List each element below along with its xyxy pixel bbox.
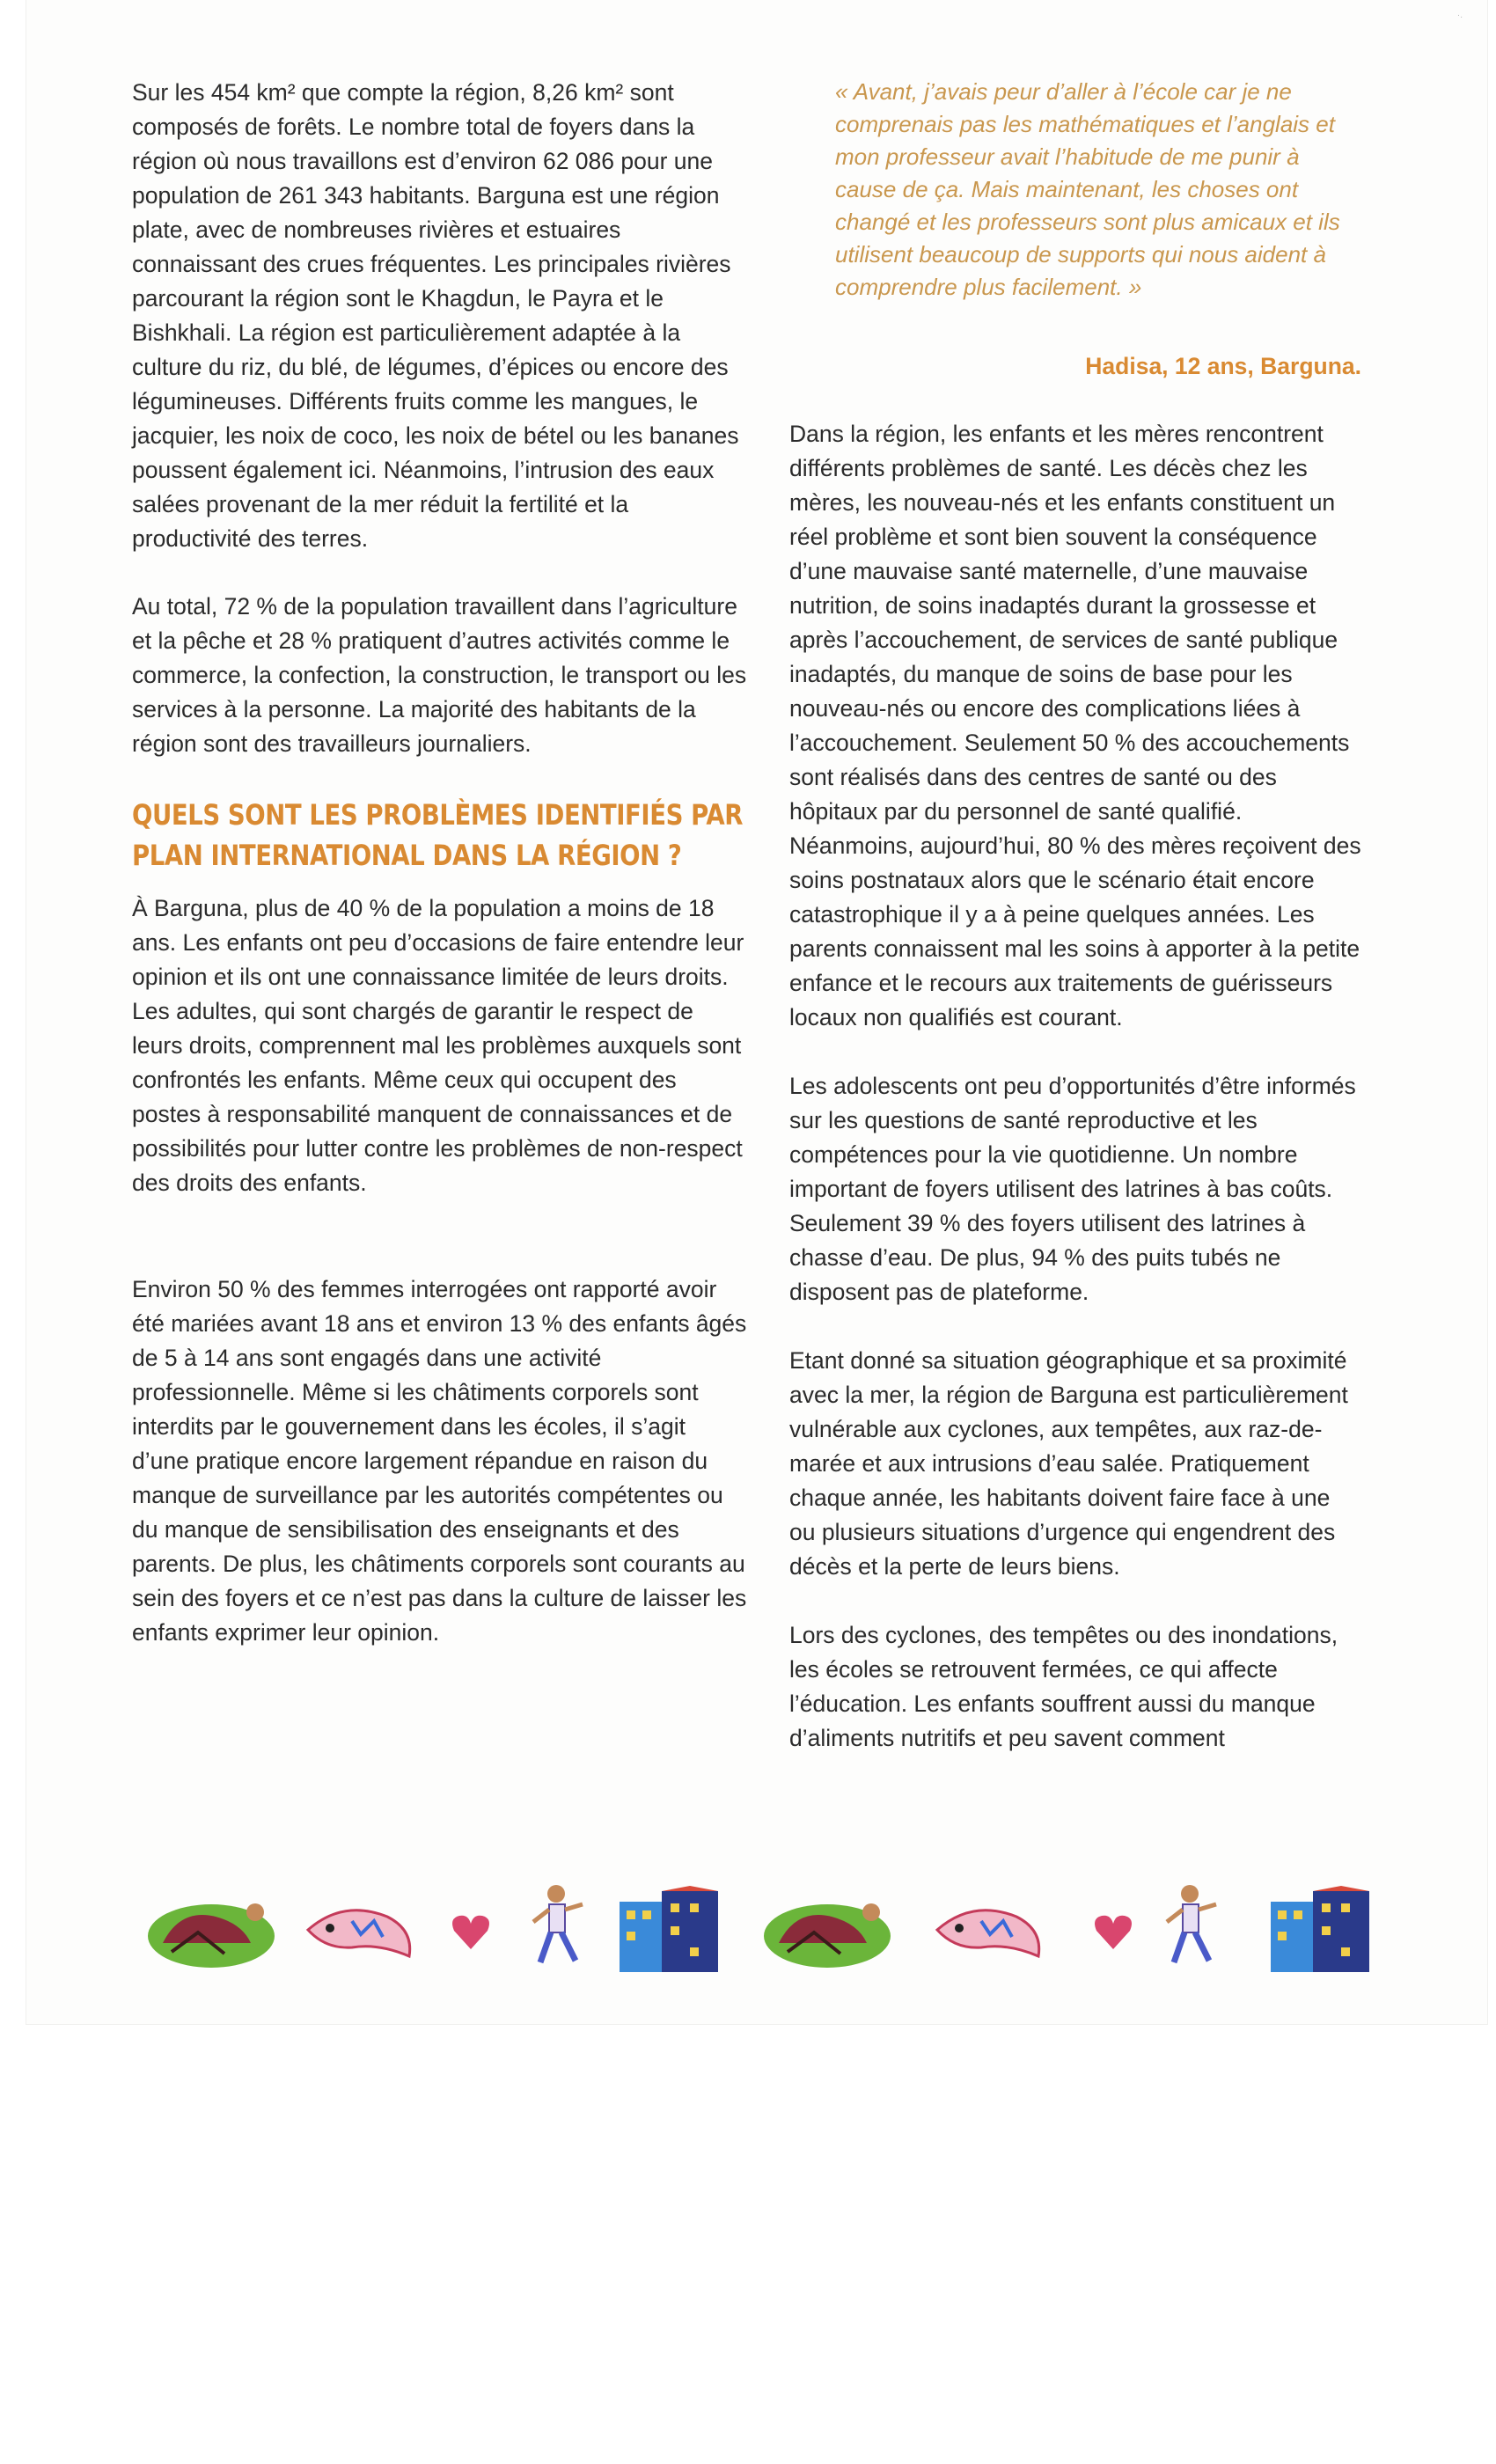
paragraph-marriage-punishment: Environ 50 % des femmes interrogées ont rapporté avoir été mariées avant 18 ans et environ 13 % des enfants âgés de 5 à 14 ans sont engagés dans une activité professionnelle. Même si les châtiments corporels sont interdits par le gouvernement dans les écoles, il s’agit d’une pratique encore largement répandue en raison du manque de surveillance par les autorités compétentes ou du manque de sensibilisation des enseignants et des parents. De plus, les châtiments corporels sont courants au sein des foyers et ce n’est pas dans la culture de laisser les enfants exprimer leur opinion. bbox=[132, 1276, 747, 1646]
paragraph-population-work: Au total, 72 % de la population travaillent dans l’agriculture et la pêche et 28 % pratiquent d’autres activités comme le commerce, la confection, la construction, le transport ou les services à la personne. La majorité des habitants de la région sont des travailleurs journaliers. bbox=[132, 593, 747, 757]
heart-drawing bbox=[449, 1910, 493, 1954]
buildings-drawing bbox=[1267, 1886, 1373, 1974]
scan-mark: ·. bbox=[1456, 11, 1463, 20]
running-child-drawing bbox=[1162, 1881, 1223, 1974]
paragraph-health: Dans la région, les enfants et les mères rencontrent différents problèmes de santé. Les décès chez les mères, les nouveau-nés et les enfants constituent un réel problème et sont bien souvent la conséquence d’une mauvaise santé maternelle, d’une mauvaise nutrition, de soins inadaptés durant la grossesse et après l’accouchement, de services de santé publique inadaptés, du manque de soins de base pour les nouveau-nés ou encore des complications liées à l’accouchement. Seulement 50 % des accouchements sont réalisés dans des centres de santé ou des hôpitaux par du personnel de santé qualifié. Néanmoins, aujourd’hui, 80 % des mères reçoivent des soins postnataux alors que le scénario était encore catastrophique il y a à peine quelques années. Les parents connaissent mal les soins à apporter à la petite enfance et le recours aux traitements de guérisseurs locaux non qualifiés est courant. bbox=[789, 421, 1361, 1030]
left-column bbox=[132, 76, 748, 1683]
buildings-drawing bbox=[616, 1886, 722, 1974]
person-on-hill-drawing bbox=[761, 1890, 893, 1969]
text-cutoff-mask bbox=[789, 1808, 1361, 1844]
paragraph-adolescents: Les adolescents ont peu d’opportunités d’être informés sur les questions de santé reproductive et les compétences pour la vie quotidienne. Un nombre important de foyers utilisent des latrines à bas coûts. Seulement 39 % des foyers utilisent des latrines à chasse d’eau. De plus, 94 % des puits tubés ne disposent pas de plateforme. bbox=[789, 1073, 1356, 1305]
pull-quote: « Avant, j’avais peur d’aller à l’école car je ne comprenais pas les mathématiques et l’anglais et mon professeur avait l’habitude de me punir à cause de ça. Mais maintenant, les choses ont changé et les professeurs sont plus amicaux et ils utilisent beaucoup de supports qui nous aident à comprendre plus facilement. » bbox=[835, 78, 1340, 300]
right-column bbox=[789, 76, 1361, 1790]
heart-drawing bbox=[1091, 1910, 1135, 1954]
bird-drawing bbox=[928, 1895, 1052, 1969]
quote-author: Hadisa, 12 ans, Barguna. bbox=[1085, 353, 1361, 379]
paragraph-vulnerability: Etant donné sa situation géographique et sa proximité avec la mer, la région de Barguna est particulièrement vulnérable aux cyclones, aux tempêtes, aux raz-de-marée et aux intrusions d’eau salée. Pratiquement chaque année, les habitants doivent faire face à une ou plusieurs situations d’urgence qui engendrent des décès et la perte de leurs biens. bbox=[789, 1347, 1348, 1580]
paragraph-region-overview: Sur les 454 km² que compte la région, 8,26 km² sont composés de forêts. Le nombre total de foyers dans la région où nous travaillons est d’environ 62 086 pour une population de 261 343 habitants. Barguna est une région plate, avec de nombreuses rivières et estuaires connaissant des crues fréquentes. Les principales rivières parcourant la région sont le Khagdun, le Payra et le Bishkhali. La région est particulièrement adaptée à la culture du riz, du blé, de légumes, d’épices ou encore des légumineuses. Différents fruits comme les mangues, le jacquier, les noix de coco, les noix de bétel ou les bananes poussent également ici. Néanmoins, l’intrusion des eaux salées provenant de la mer réduit la fertilité et la productivité des terres. bbox=[132, 79, 739, 552]
paragraph-children-rights: À Barguna, plus de 40 % de la population a moins de 18 ans. Les enfants ont peu d’occasions de faire entendre leur opinion et ils ont une connaissance limitée de leurs droits. Les adultes, qui sont chargés de garantir le respect de leurs droits, comprennent mal les problèmes auxquels sont confrontés les enfants. Même ceux qui occupent des postes à responsabilité manquent de connaissances et de possibilités pour lutter contre les problèmes de non-respect des droits des enfants. bbox=[132, 895, 744, 1196]
children-drawings-strip bbox=[145, 1881, 1395, 1978]
person-on-hill-drawing bbox=[145, 1890, 277, 1969]
running-child-drawing bbox=[528, 1881, 590, 1974]
bird-drawing bbox=[299, 1895, 422, 1969]
paragraph-cyclones: Lors des cyclones, des tempêtes ou des inondations, les écoles se retrouvent fermées, ce qui affecte l’éducation. Les enfants souffrent aussi du manque d’aliments nutritifs et peu savent comment bbox=[789, 1622, 1338, 1751]
section-heading: QUELS SONT LES PROBLÈMES IDENTIFIÉS PAR PLAN INTERNATIONAL DANS LA RÉGION ? bbox=[132, 798, 743, 872]
